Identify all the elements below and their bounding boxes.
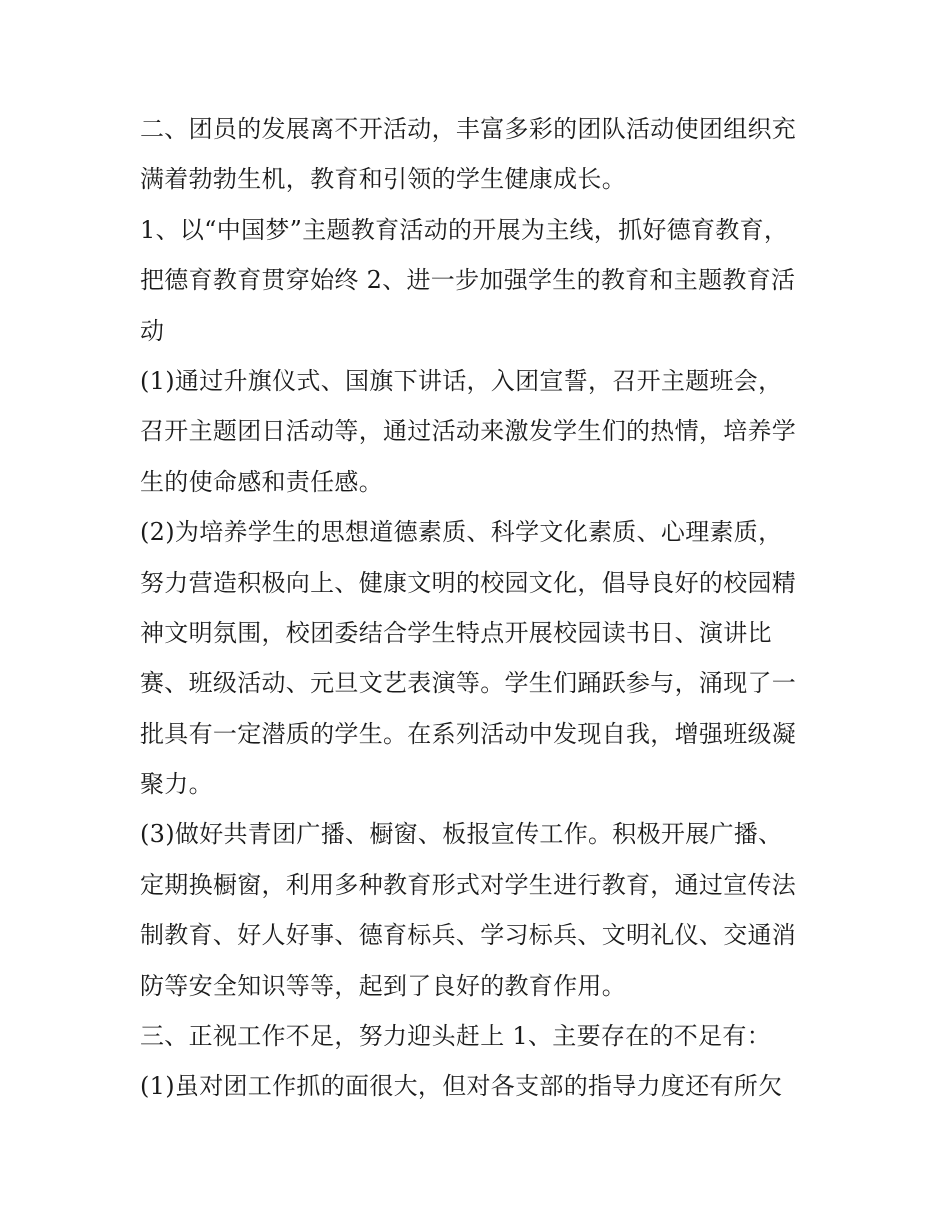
text-line: (1)通过升旗仪式、国旗下讲话，入团宣誓，召开主题班会， bbox=[140, 366, 783, 395]
text-line: 三、正视工作不足，努力迎头赶上 1、主要存在的不足有： bbox=[140, 1022, 771, 1051]
text-line: 把德育教育贯穿始终 2、进一步加强学生的教育和主题教育活 bbox=[140, 266, 796, 295]
text-line: 生的使命感和责任感。 bbox=[140, 467, 383, 496]
text-line: 动 bbox=[140, 316, 165, 345]
text-line: 1、以“中国梦”主题教育活动的开展为主线，抓好德育教育， bbox=[140, 215, 789, 244]
text-line: 满着勃勃生机，教育和引领的学生健康成长。 bbox=[140, 165, 626, 194]
text-line: (3)做好共青团广播、橱窗、板报宣传工作。积极开展广播、 bbox=[140, 820, 783, 849]
text-line: 批具有一定潜质的学生。在系列活动中发现自我，增强班级凝 bbox=[140, 719, 797, 748]
text-line: 制教育、好人好事、德育标兵、学习标兵、文明礼仪、交通消 bbox=[140, 921, 797, 950]
text-line: 定期换橱窗，利用多种教育形式对学生进行教育，通过宣传法 bbox=[140, 870, 797, 899]
text-line: (2)为培养学生的思想道德素质、科学文化素质、心理素质， bbox=[140, 518, 783, 547]
text-line: (1)虽对团工作抓的面很大，但对各支部的指导力度还有所欠 bbox=[140, 1072, 783, 1101]
text-line: 努力营造积极向上、健康文明的校园文化，倡导良好的校园精 bbox=[140, 568, 797, 597]
document-body bbox=[140, 104, 820, 1112]
text-line: 防等安全知识等等，起到了良好的教育作用。 bbox=[140, 971, 626, 1000]
text-line: 赛、班级活动、元旦文艺表演等。学生们踊跃参与，涌现了一 bbox=[140, 669, 797, 698]
text-line: 聚力。 bbox=[140, 770, 213, 799]
text-line: 神文明氛围，校团委结合学生特点开展校园读书日、演讲比 bbox=[140, 618, 772, 647]
text-line: 二、团员的发展离不开活动，丰富多彩的团队活动使团组织充 bbox=[140, 115, 797, 143]
text-line: 召开主题团日活动等，通过活动来激发学生们的热情，培养学 bbox=[140, 417, 797, 446]
